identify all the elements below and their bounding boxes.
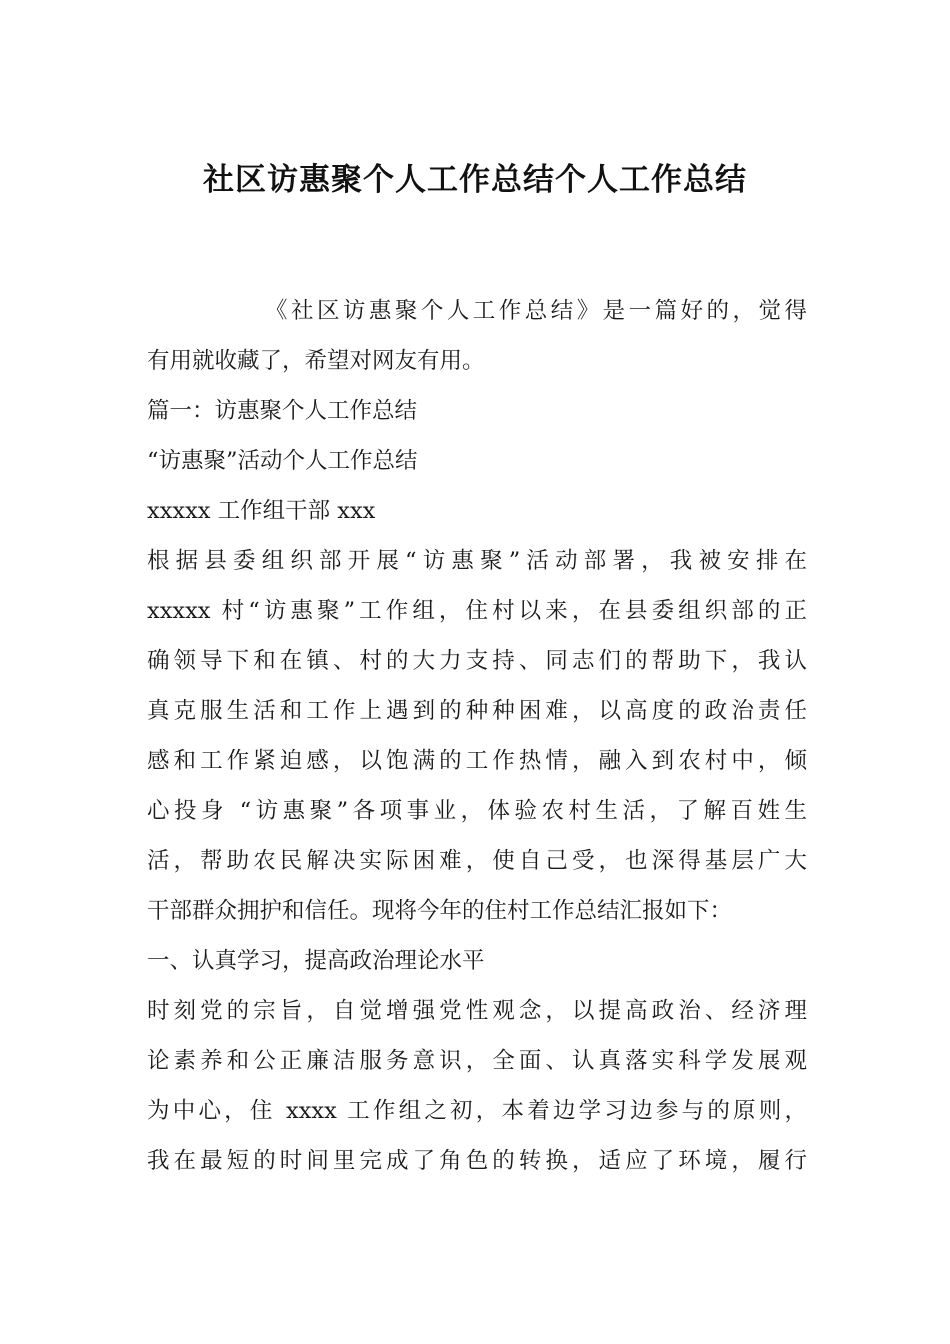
- paragraph-line: 活，帮助农民解决实际困难，使自己受，也深得基层广大: [147, 848, 807, 874]
- paragraph-line: 为中心，住 xxxx 工作组之初，本着边学习边参与的原则，: [147, 1098, 807, 1124]
- author-line: xxxxx 工作组干部 xxx: [147, 498, 376, 524]
- article-title: “访惠聚”活动个人工作总结: [147, 448, 418, 474]
- paragraph-line: 我在最短的时间里完成了角色的转换，适应了环境，履行: [147, 1148, 807, 1174]
- paragraph-line: 确领导下和在镇、村的大力支持、同志们的帮助下，我认: [147, 648, 807, 674]
- paragraph-line: 根据县委组织部开展“访惠聚”活动部署，我被安排在: [147, 548, 807, 574]
- subsection-heading: 一、认真学习，提高政治理论水平: [147, 948, 485, 974]
- paragraph-line: 干部群众拥护和信任。现将今年的住村工作总结汇报如下：: [147, 898, 733, 924]
- document-title: 社区访惠聚个人工作总结个人工作总结: [203, 162, 747, 198]
- section-heading: 篇一：访惠聚个人工作总结: [147, 398, 418, 424]
- paragraph-line: 论素养和公正廉洁服务意识，全面、认真落实科学发展观: [147, 1048, 807, 1074]
- document-body: [147, 286, 807, 1186]
- paragraph-line: 心投身 “访惠聚”各项事业，体验农村生活，了解百姓生: [147, 798, 807, 824]
- paragraph-line: 时刻党的宗旨，自觉增强党性观念，以提高政治、经济理: [147, 998, 807, 1024]
- paragraph-line: 真克服生活和工作上遇到的种种困难，以高度的政治责任: [147, 698, 807, 724]
- intro-line-1: 《社区访惠聚个人工作总结》是一篇好的，觉得: [265, 298, 807, 324]
- paragraph-line: 感和工作紧迫感，以饱满的工作热情，融入到农村中，倾: [147, 748, 807, 774]
- intro-line-2: 有用就收藏了，希望对网友有用。: [147, 348, 485, 374]
- paragraph-line: xxxxx 村“访惠聚”工作组，住村以来，在县委组织部的正: [147, 598, 807, 624]
